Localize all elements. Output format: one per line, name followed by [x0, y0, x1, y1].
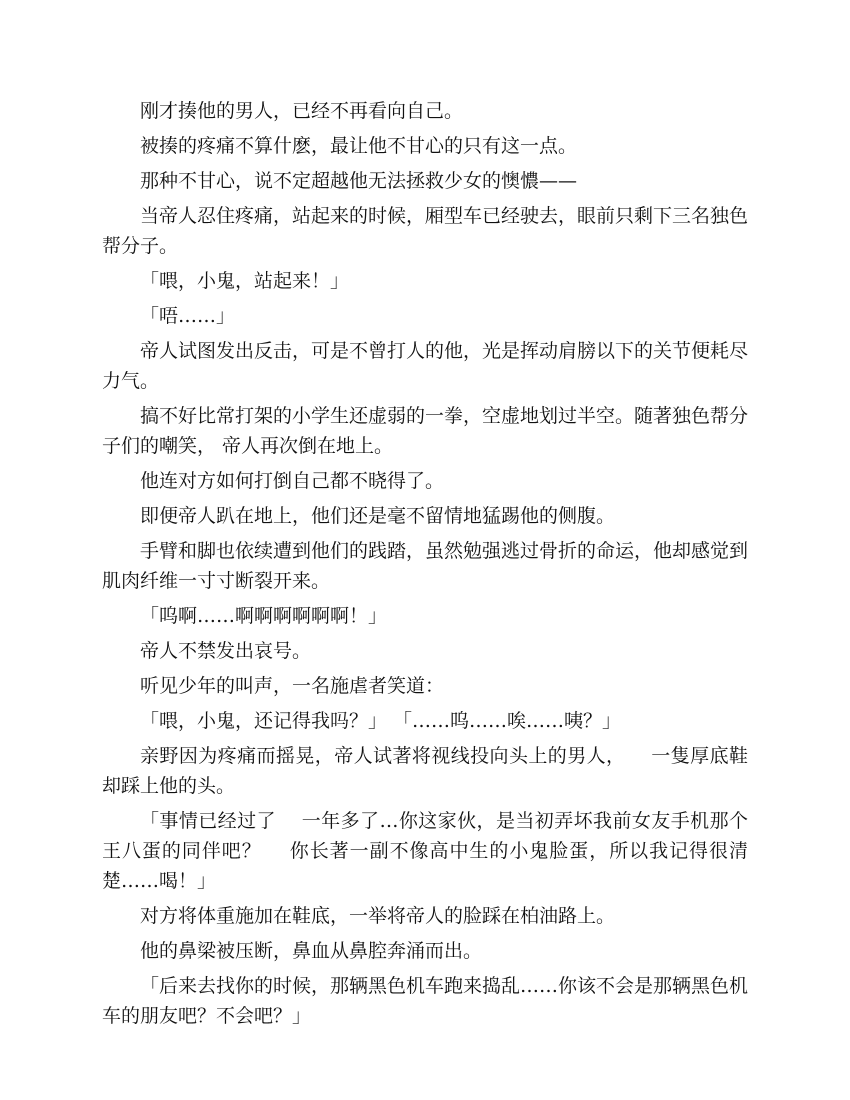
- paragraph: 他连对方如何打倒自己都不晓得了。: [140, 470, 445, 492]
- dialogue-line: 「喂，小鬼，还记得我吗？」 「……呜……唉……咦？」: [140, 710, 622, 732]
- paragraph: 即便帝人趴在地上，他们还是毫不留情地猛踢他的侧腹。: [140, 505, 616, 527]
- paragraph: 亲野因为疼痛而摇晃，帝人试著将视线投向头上的男人， 一隻厚底鞋却踩上他的头。: [102, 745, 748, 797]
- dialogue-line: 「唔……」: [140, 305, 236, 327]
- dialogue-line: 「呜啊……啊啊啊啊啊啊！」: [140, 605, 388, 627]
- dialogue-line: 「后来去找你的时候，那辆黑色机车跑来捣乱……你该不会是那辆黑色机车的朋友吧？不会吧？」: [102, 975, 749, 1027]
- dialogue-line: 「事情已经过了 一年多了…你这家伙，是当初弄坏我前女友手机那个王八蛋的同伴吧？ 你长著一副不像高中生的小鬼脸蛋，所以我记得很清楚……喝！」: [102, 810, 748, 892]
- document-body: [102, 96, 748, 1036]
- paragraph: 那种不甘心，说不定超越他无法拯救少女的懊憹——: [140, 170, 578, 192]
- dialogue-line: 「喂，小鬼，站起来！」: [140, 270, 350, 292]
- paragraph: 手臂和脚也依续遭到他们的践踏，虽然勉强逃过骨折的命运，他却感觉到肌肉纤维一寸寸断裂开来。: [102, 540, 749, 592]
- paragraph: 刚才揍他的男人，已经不再看向自己。: [140, 100, 464, 122]
- paragraph: 帝人试图发出反击，可是不曾打人的他，光是挥动肩膀以下的关节便耗尽力气。: [102, 340, 749, 392]
- paragraph: 当帝人忍住疼痛，站起来的时候，厢型车已经驶去，眼前只剩下三名独色帮分子。: [102, 205, 749, 257]
- paragraph: 听见少年的叫声，一名施虐者笑道：: [140, 675, 445, 697]
- paragraph: 搞不好比常打架的小学生还虚弱的一拳，空虚地划过半空。随著独色帮分子们的嘲笑， 帝人再次倒在地上。: [102, 405, 749, 457]
- paragraph: 帝人不禁发出哀号。: [140, 640, 312, 662]
- paragraph: 被揍的疼痛不算什麽，最让他不甘心的只有这一点。: [140, 135, 578, 157]
- paragraph: 对方将体重施加在鞋底，一举将帝人的脸踩在柏油路上。: [140, 905, 616, 927]
- paragraph: 他的鼻梁被压断，鼻血从鼻腔奔涌而出。: [140, 940, 483, 962]
